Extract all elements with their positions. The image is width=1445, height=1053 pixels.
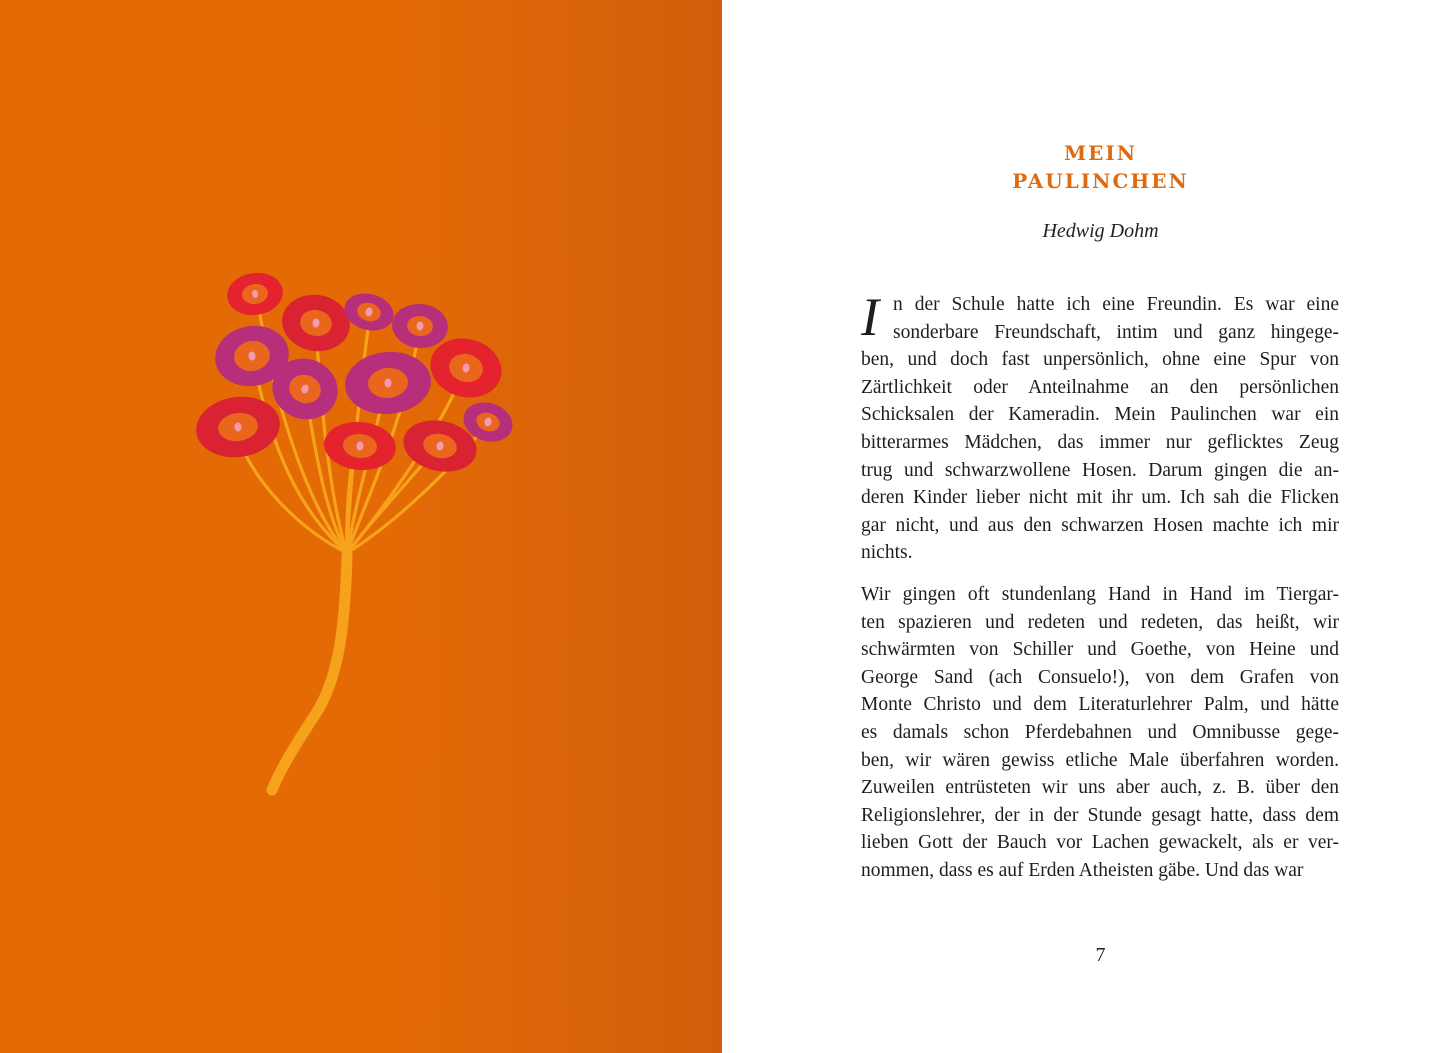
text-line: es damals schon Pferdebahnen und Omnibusse gege- [861,721,1339,743]
flower-head [390,302,450,351]
text-line: deren Kinder lieber nicht mit ihr um. Ich sah die Flicken [861,487,1339,509]
paragraph [861,581,1339,885]
flower-head [322,419,398,473]
body-text [861,287,1339,884]
text-line: ben, und doch fast unpersönlich, ohne eine Spur von [861,349,1339,371]
text-line: bitterarmes Mädchen, das immer nur geflicktes Zeug [861,431,1339,453]
text-line: gar nicht, und aus den schwarzen Hosen machte ich mir [861,514,1339,536]
flower-head [224,269,285,318]
text-line: George Sand (ach Consuelo!), von dem Grafen von [861,666,1339,688]
text-line: Wir gingen oft stundenlang Hand in Hand im Tiergar- [861,583,1339,605]
author-name: Hedwig Dohm [1042,220,1159,242]
text-line: sonderbare Freundschaft, intim und ganz hingege- [893,321,1339,343]
text-line: Zuweilen entrüsteten wir uns aber auch, z. B. über den [861,777,1339,799]
right-page [722,0,1445,1053]
flower-head [192,391,284,462]
drop-cap: I [861,287,879,347]
text-line: ben, wir wären gewiss etliche Male überfahren worden. [861,749,1339,771]
text-line: Zärtlichkeit oder Anteilnahme an den persönlichen [861,376,1339,398]
page-number: 7 [1095,944,1106,966]
chapter-title [739,139,1445,195]
left-page [0,0,722,1053]
chapter-title-line: MEIN [1063,141,1138,165]
flower-head [342,348,433,417]
text-line: Schicksalen der Kameradin. Mein Paulinchen war ein [861,404,1339,426]
text-line: nommen, dass es auf Erden Atheisten gäbe. Und das war [861,859,1304,881]
paragraph [861,287,1339,567]
text-line: Monte Christo und dem Literaturlehrer Palm, und hätte [861,694,1339,716]
flower-bouquet-illustration [0,0,722,1053]
text-line: Religionslehrer, der in der Stunde gesagt hatte, dass dem [861,804,1339,826]
text-line: trug und schwarzwollene Hosen. Darum gingen die an- [861,459,1339,481]
text-line: lieben Gott der Bauch vor Lachen gewackelt, als er ver- [861,832,1339,854]
flower-heads [192,269,517,478]
chapter-title-line: PAULINCHEN [1012,169,1189,193]
text-line: schwärmten von Schiller und Goethe, von Heine und [861,639,1339,661]
text-line: n der Schule hatte ich eine Freundin. Es war eine [893,294,1339,315]
text-line: ten spazieren und redeten und redeten, das heißt, wir [861,611,1339,633]
flower-head [278,290,355,357]
flower-stem [272,555,347,790]
text-line: nichts. [861,542,913,564]
